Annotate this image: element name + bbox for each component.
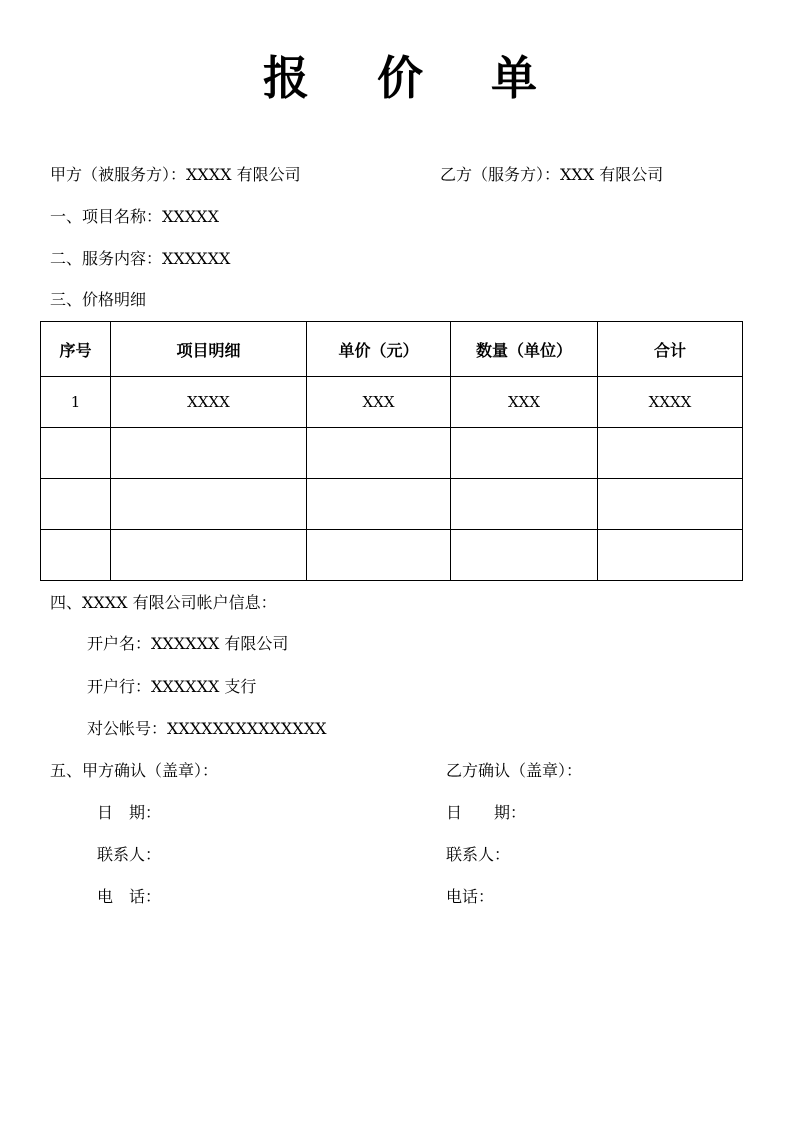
party-b-contact-field: 联系人：	[446, 845, 511, 864]
table-row	[41, 530, 743, 581]
header-index: 序号	[41, 322, 111, 377]
price-table	[40, 321, 743, 581]
account-info-heading: 四、XXXX 有限公司帐户信息：	[50, 593, 277, 612]
header-unit-price: 单价（元）	[307, 322, 451, 377]
cell-quantity	[451, 428, 598, 479]
cell-total	[598, 428, 743, 479]
party-b-confirm-line: 乙方确认（盖章）：	[446, 761, 583, 780]
header-total: 合计	[598, 322, 743, 377]
cell-index	[41, 479, 111, 530]
party-a-date-field: 日 期：	[97, 803, 162, 822]
cell-index	[41, 428, 111, 479]
header-item-detail: 项目明细	[111, 322, 307, 377]
bank-line: 开户行：XXXXXX 支行	[87, 677, 257, 696]
cell-total	[598, 479, 743, 530]
cell-quantity	[451, 530, 598, 581]
cell-unit-price	[307, 479, 451, 530]
party-a-line: 甲方（被服务方）：XXXX 有限公司	[50, 165, 301, 184]
cell-item-detail: XXXX	[111, 377, 307, 428]
price-detail-heading: 三、价格明细	[50, 290, 147, 309]
table-row	[41, 479, 743, 530]
cell-quantity: XXX	[451, 377, 598, 428]
party-a-contact-field: 联系人：	[97, 845, 162, 864]
cell-unit-price	[307, 428, 451, 479]
cell-unit-price: XXX	[307, 377, 451, 428]
table-header-row	[41, 322, 743, 377]
cell-total: XXXX	[598, 377, 743, 428]
document-title: 报 价 单	[262, 51, 564, 105]
party-b-phone-field: 电话：	[446, 887, 495, 906]
table-row	[41, 377, 743, 428]
cell-item-detail	[111, 428, 307, 479]
cell-item-detail	[111, 530, 307, 581]
party-b-date-field: 日 期：	[446, 803, 527, 822]
table-row	[41, 428, 743, 479]
project-name-line: 一、项目名称：XXXXX	[50, 207, 219, 226]
cell-index	[41, 530, 111, 581]
party-a-phone-field: 电 话：	[97, 887, 162, 906]
cell-unit-price	[307, 530, 451, 581]
cell-item-detail	[111, 479, 307, 530]
cell-total	[598, 530, 743, 581]
party-b-line: 乙方（服务方）：XXX 有限公司	[440, 165, 664, 184]
account-name-line: 开户名：XXXXXX 有限公司	[87, 634, 289, 653]
party-a-confirm-line: 五、甲方确认（盖章）：	[50, 761, 219, 780]
cell-index: 1	[41, 377, 111, 428]
service-content-line: 二、服务内容：XXXXXX	[50, 249, 231, 268]
cell-quantity	[451, 479, 598, 530]
account-number-line: 对公帐号：XXXXXXXXXXXXXX	[87, 719, 327, 738]
header-quantity: 数量（单位）	[451, 322, 598, 377]
